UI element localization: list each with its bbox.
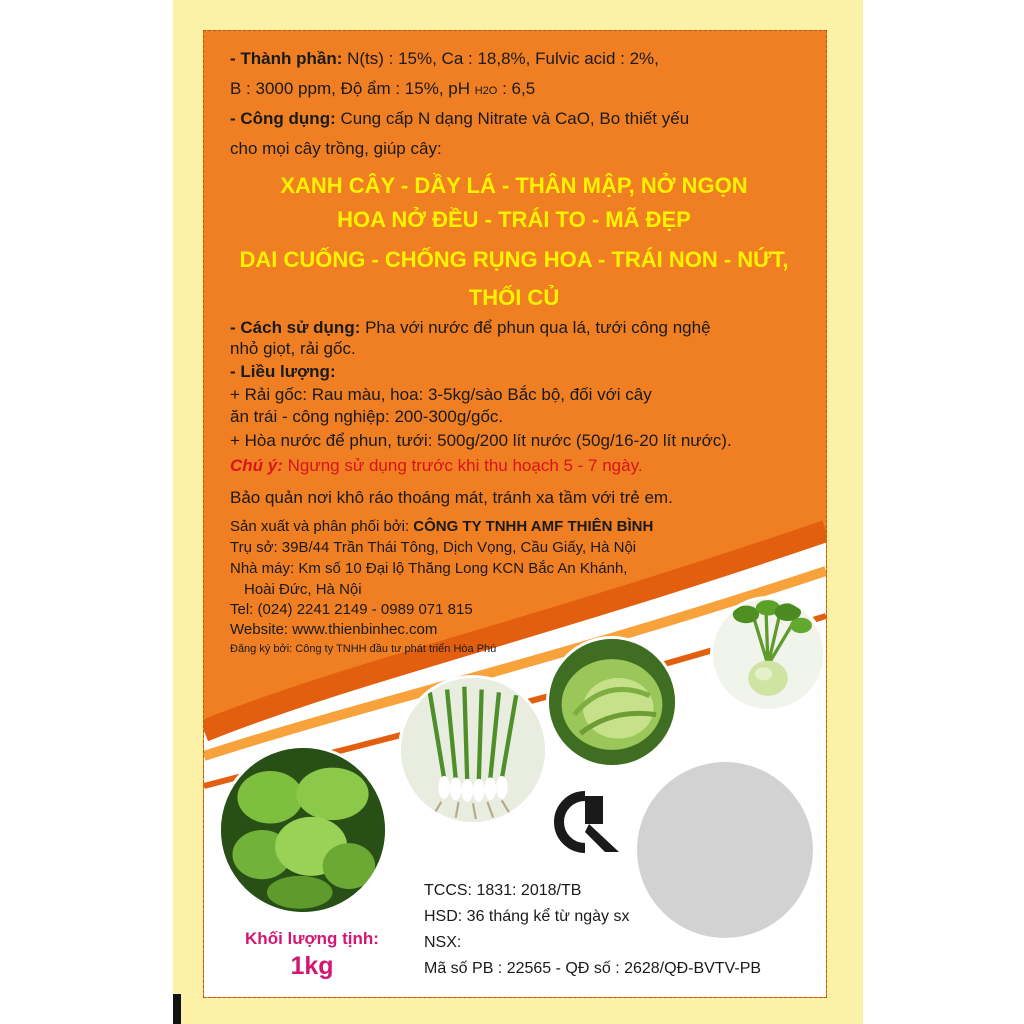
scallion-photo xyxy=(398,675,548,825)
usage-label: - Công dụng: xyxy=(230,109,336,128)
warning-label: Chú ý: xyxy=(230,456,283,475)
registered-by: Đăng ký bởi: Công ty TNHH đầu tư phát triển Hòa Phú xyxy=(230,643,497,655)
composition-text1: N(ts) : 15%, Ca : 18,8%, Fulvic acid : 2%, xyxy=(342,49,659,68)
mustard-greens-photo xyxy=(218,745,388,915)
usage-text1: Cung cấp N dạng Nitrate và CaO, Bo thiết yếu xyxy=(335,109,690,128)
composition-text2: B : 3000 ppm, Độ ẩm : 15%, pH xyxy=(230,79,475,98)
tccs-standard: TCCS: 1831: 2018/TB xyxy=(424,882,582,899)
usage-line2: cho mọi cây trồng, giúp cây: xyxy=(230,139,442,158)
benefit-line-3: DAI CUỐNG - CHỐNG RỤNG HOA - TRÁI NON - NỨT, xyxy=(239,247,789,272)
website-link[interactable]: Website: www.thienbinhec.com xyxy=(230,621,438,638)
storage-text: Bảo quản nơi khô ráo thoáng mát, tránh xa tầm với trẻ em. xyxy=(230,488,673,507)
composition-line1 xyxy=(230,48,659,70)
net-weight-label: Khối lượng tịnh: xyxy=(245,929,379,948)
net-weight-value: 1kg xyxy=(290,952,334,980)
benefit-line-4: THỐI CỦ xyxy=(468,285,560,310)
directions-text1: Pha với nước để phun qua lá, tưới công nghệ xyxy=(360,318,711,337)
registration-code: Mã số PB : 22565 - QĐ số : 2628/QĐ-BVTV-PB xyxy=(424,960,762,977)
office-address: Trụ sở: 39B/44 Trần Thái Tông, Dịch Vọng, Cầu Giấy, Hà Nội xyxy=(230,539,637,556)
dosage-line3: + Hòa nước để phun, tưới: 500g/200 lít nước (50g/16-20 lít nước). xyxy=(230,431,732,450)
directions-line2: nhỏ giọt, rải gốc. xyxy=(230,339,356,358)
dosage-line1: + Rải gốc: Rau màu, hoa: 3-5kg/sào Bắc bộ, đối với cây xyxy=(230,385,652,404)
composition-line2 xyxy=(230,78,535,102)
benefit-line-2: HOA NỞ ĐỀU - TRÁI TO - MÃ ĐẸP xyxy=(337,207,691,232)
manufacture-date-label: NSX: xyxy=(424,934,462,951)
company-name: CÔNG TY TNHH AMF THIÊN BÌNH xyxy=(413,518,654,535)
directions-line1 xyxy=(230,317,711,339)
date-stamp-area xyxy=(637,762,813,938)
directions-label: - Cách sử dụng: xyxy=(230,318,361,337)
quality-cr-mark-icon xyxy=(545,790,625,854)
ph-subscript: H2O xyxy=(474,85,498,97)
composition-text3: : 6,5 xyxy=(497,79,536,98)
expiry-info: HSD: 36 tháng kể từ ngày sx xyxy=(424,908,630,925)
factory-address-1: Nhà máy: Km số 10 Đại lộ Thăng Long KCN Bắc An Khánh, xyxy=(230,560,628,577)
dosage-line2: ăn trái - công nghiệp: 200-300g/gốc. xyxy=(230,407,504,426)
factory-address-2: Hoài Đức, Hà Nội xyxy=(244,581,362,598)
usage-line1 xyxy=(230,108,689,130)
composition-label: - Thành phần: xyxy=(230,49,343,68)
dosage-label: - Liều lượng: xyxy=(230,362,336,381)
printer-mark xyxy=(173,994,181,1024)
cabbage-photo xyxy=(546,636,678,768)
manufacturer-prefix: Sản xuất và phân phối bởi: xyxy=(230,518,414,535)
warning-text: Ngưng sử dụng trước khi thu hoạch 5 - 7 ngày. xyxy=(282,456,643,475)
benefit-line-1: XANH CÂY - DẦY LÁ - THÂN MẬP, NỞ NGỌN xyxy=(280,173,748,198)
kohlrabi-photo xyxy=(710,596,826,712)
phone-number: Tel: (024) 2241 2149 - 0989 071 815 xyxy=(230,601,473,618)
manufacturer-line xyxy=(230,517,653,537)
warning-note xyxy=(230,455,643,477)
